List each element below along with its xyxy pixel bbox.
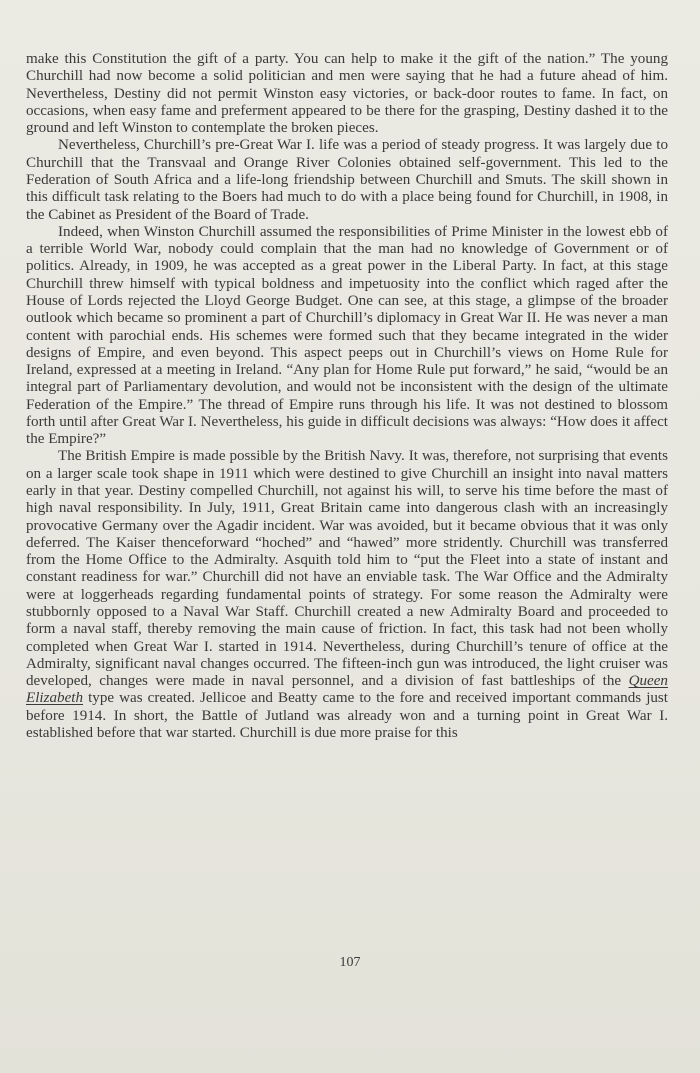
ship-name: Queen Elizabeth	[26, 673, 668, 707]
paragraph-3: Indeed, when Winston Churchill assumed the responsibilities of Prime Minister in the lowest ebb of a terrible World War, nobody could complain that the man had no knowledge of Government or of politics. Already, in 1909, he was accepted as a great power in the Liberal Party. In fact, at this stage Churchill threw himself with typical boldness and impetuosity into the conflict which raged after the House of Lords rejected the Lloyd George Budget. One can see, at this stage, a glimpse of the broader outlook which became so prominent a part of Churchill’s diplomacy in Great War II. He was never a man content with parochial ends. His schemes were formed such that they became integrated in the wider designs of Empire, and even beyond. This aspect peeps out in Churchill’s views on Home Rule for Ireland, expressed at a meeting in Ireland. “Any plan for Home Rule put forward,” he said, “would be an integral part of Parliamentary devolution, and would not be inconsistent with the design of the ultimate Federation of the Empire.” The thread of Empire runs through his life. It was not destined to blossom forth until after Great War I. Nevertheless, his guide in difficult decisions was always: “How does it affect the Empire?”	[26, 223, 668, 448]
body-text	[26, 51, 668, 742]
paragraph-1: make this Constitution the gift of a party. You can help to make it the gift of the nation.” The young Churchill had now become a solid politician and men were saying that he had a future ahead of him. Nevertheless, Destiny did not permit Winston easy victories, or back-door routes to fame. In fact, on occasions, when easy fame and preferment appeared to be there for the grasping, Destiny dashed it to the ground and left Winston to contemplate the broken pieces.	[26, 51, 668, 137]
paragraph-2: Nevertheless, Churchill’s pre-Great War I. life was a period of steady progress. It was largely due to Churchill that the Transvaal and Orange River Colonies obtained self-government. This led to the Federation of South Africa and a life-long friendship between Churchill and Smuts. The skill shown in this difficult task relating to the Boers had much to do with a place being found for Churchill, in 1908, in the Cabinet as President of the Board of Trade.	[26, 137, 668, 223]
paragraph-4	[26, 448, 668, 742]
paragraph-4-text-a: The British Empire is made possible by the British Navy. It was, therefore, not surprising that events on a larger scale took shape in 1911 which were destined to give Churchill an insight into naval matters early in that year. Destiny compelled Churchill, not against his will, to serve his time before the mast of high naval responsibility. In July, 1911, Great Britain came into dangerous clash with an increasingly provocative Germany over the Agadir incident. War was avoided, but it became obvious that it was only deferred. The Kaiser thenceforward “hoched” and “hawed” more stridently. Churchill was transferred from the Home Office to the Admiralty. Asquith told him to “put the Fleet into a state of instant and constant readiness for war.” Churchill did not have an enviable task. The War Office and the Admiralty were at loggerheads regarding fundamental points of strategy. For some reason the Admiralty were stubbornly opposed to a Naval War Staff. Churchill created a new Admiralty Board and proceeded to form a naval staff, thereby removing the main cause of friction. In fact, this task had not been wholly completed when Great War I. started in 1914. Nevertheless, during Churchill’s tenure of office at the Admiralty, significant naval changes occurred. The fifteen-inch gun was introduced, the light cruiser was developed, changes were made in naval personnel, and a division of fast battleships of the	[26, 448, 668, 690]
page-number: 107	[339, 955, 361, 970]
paragraph-4-text-b: type was created. Jellicoe and Beatty came to the fore and received important commands just before 1914. In short, the Battle of Jutland was already won and a turning point in Great War I. established before that war started. Churchill is due more praise for this	[26, 690, 669, 741]
